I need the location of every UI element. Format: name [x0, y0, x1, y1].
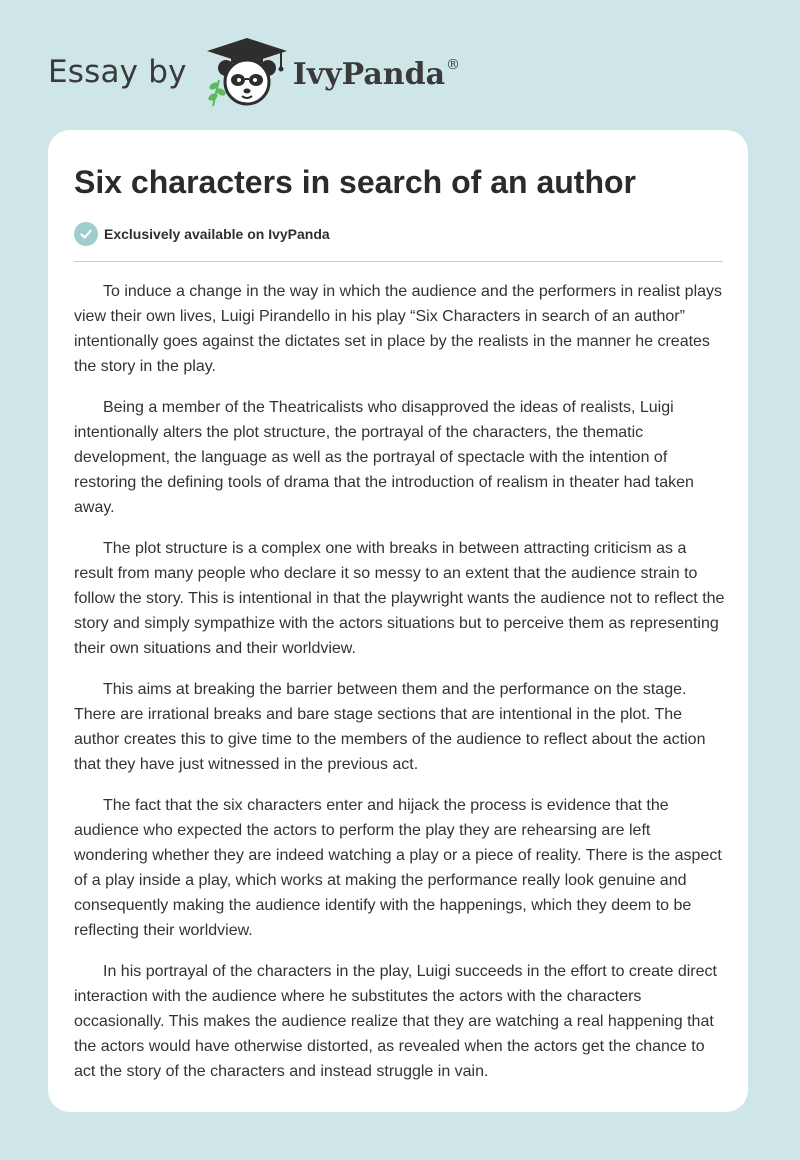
paragraph: To induce a change in the way in which the audience and the performers in realist plays view their own lives, Luigi Pirandello in his play “Six Characters in search of an author” intentionally goes against the dictates set in place by the realists in the manner he creates the story in the play.	[74, 283, 723, 375]
paragraph: The fact that the six characters enter and hijack the process is evidence that the audience who expected the actors to perform the play they are rehearsing are left wondering whether they are indeed watching a play or a piece of reality. There is the aspect of a play inside a play, which works at making the performance really look genuine and consequently making the audience identify with the happenings, which they deem to be reflecting their worldview.	[74, 797, 722, 939]
essay-card	[48, 130, 748, 1112]
exclusive-badge	[74, 222, 330, 246]
paragraph: This aims at breaking the barrier between them and the performance on the stage. There are irrational breaks and bare stage sections that are intentional in the plot. The author creates this to give time to the members of the audience to reflect about the action that they have just witnessed in the previous act.	[74, 681, 706, 773]
essay-by-label: Essay by	[48, 54, 187, 90]
divider	[74, 261, 723, 262]
panda-graduate-logo-icon[interactable]	[201, 36, 293, 108]
paragraph: In his portrayal of the characters in the play, Luigi succeeds in the effort to create direct interaction with the audience where he substitutes the actors with the characters occasionally. This makes the audience realize that they are watching a real happening that the actors would have otherwise distorted, as revealed when the actors get the chance to act the story of the characters and instead struggle in vain.	[74, 963, 717, 1080]
article-body	[74, 279, 726, 1100]
site-header	[48, 36, 460, 108]
page-title: Six characters in search of an author	[74, 164, 636, 200]
brand-name[interactable]: IvyPanda®	[292, 56, 461, 92]
check-icon	[74, 222, 98, 246]
paragraph: The plot structure is a complex one with breaks in between attracting criticism as a result from many people who declare it so messy to an extent that the audience strain to follow the story. This is intentional in that the playwright wants the audience not to reflect the story and simply sympathize with the actors situations but to perceive them as representing their own situations and their worldview.	[74, 540, 725, 657]
badge-text: Exclusively available on IvyPanda	[104, 226, 330, 242]
registered-mark: ®	[446, 56, 461, 73]
paragraph: Being a member of the Theatricalists who disapproved the ideas of realists, Luigi intentionally alters the plot structure, the portrayal of the characters, the thematic development, the language as well as the portrayal of spectacle with the intention of restoring the defining tools of drama that the introduction of realism in theater had taken away.	[74, 399, 694, 516]
